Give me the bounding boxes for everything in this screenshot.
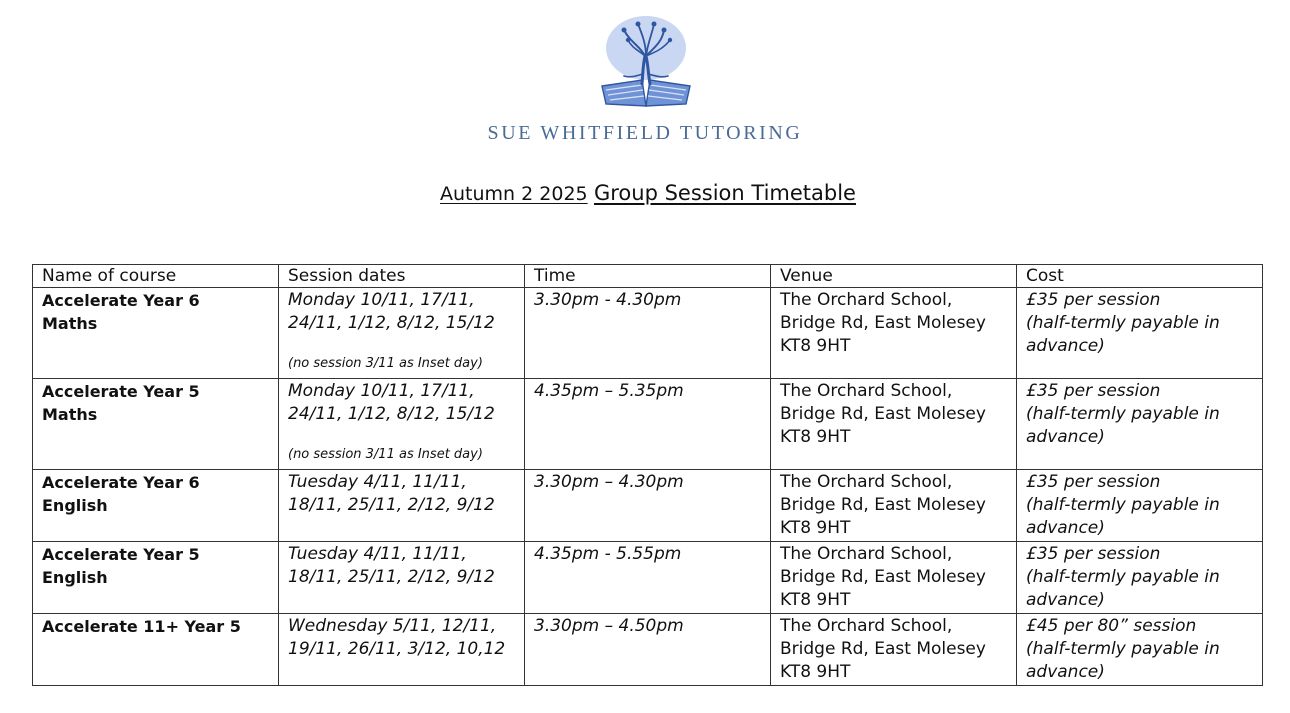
table-row xyxy=(33,542,1263,614)
title-prefix: Autumn 2 2025 xyxy=(440,183,588,205)
venue: The Orchard School, Bridge Rd, East Molesey KT8 9HT xyxy=(771,379,1017,470)
cost: £35 per session (half-termly payable in advance) xyxy=(1017,379,1263,470)
cost: £45 per 80” session (half-termly payable in advance) xyxy=(1017,614,1263,686)
session-time: 3.30pm – 4.50pm xyxy=(525,614,771,686)
course-name: Accelerate Year 5 Maths xyxy=(33,379,279,470)
course-name: Accelerate Year 6 Maths xyxy=(33,288,279,379)
venue: The Orchard School, Bridge Rd, East Molesey KT8 9HT xyxy=(771,470,1017,542)
session-dates: Tuesday 4/11, 11/11, 18/11, 25/11, 2/12, 9/12 xyxy=(279,470,525,542)
table-row xyxy=(33,470,1263,542)
session-dates-cell xyxy=(279,288,525,379)
header-course: Name of course xyxy=(33,265,279,288)
table-row xyxy=(33,379,1263,470)
session-time: 4.35pm – 5.35pm xyxy=(525,379,771,470)
session-dates: Wednesday 5/11, 12/11, 19/11, 26/11, 3/12, 10,12 xyxy=(279,614,525,686)
session-time: 3.30pm - 4.30pm xyxy=(525,288,771,379)
course-name: Accelerate Year 6 English xyxy=(33,470,279,542)
header-cost: Cost xyxy=(1017,265,1263,288)
session-note: (no session 3/11 as Inset day) xyxy=(288,447,483,462)
session-dates-cell xyxy=(279,379,525,470)
header-row xyxy=(33,265,1263,288)
course-name: Accelerate 11+ Year 5 xyxy=(33,614,279,686)
venue: The Orchard School, Bridge Rd, East Molesey KT8 9HT xyxy=(771,288,1017,379)
open-book-icon xyxy=(602,80,690,106)
session-dates: Monday 10/11, 17/11, 24/11, 1/12, 8/12, 15/12 xyxy=(288,290,495,333)
title-main: Group Session Timetable xyxy=(593,181,856,205)
cost: £35 per session (half-termly payable in advance) xyxy=(1017,470,1263,542)
header-venue: Venue xyxy=(771,265,1017,288)
brand-name: SUE WHITFIELD TUTORING xyxy=(487,122,803,144)
header-dates: Session dates xyxy=(279,265,525,288)
timetable xyxy=(32,264,1263,686)
page-title xyxy=(0,181,1290,205)
table-row xyxy=(33,288,1263,379)
header-time: Time xyxy=(525,265,771,288)
course-name: Accelerate Year 5 English xyxy=(33,542,279,614)
tree-book-logo xyxy=(590,12,700,112)
venue: The Orchard School, Bridge Rd, East Molesey KT8 9HT xyxy=(771,614,1017,686)
session-dates: Tuesday 4/11, 11/11, 18/11, 25/11, 2/12, 9/12 xyxy=(279,542,525,614)
table-row xyxy=(33,614,1263,686)
session-time: 3.30pm – 4.30pm xyxy=(525,470,771,542)
cost: £35 per session (half-termly payable in advance) xyxy=(1017,542,1263,614)
session-dates: Monday 10/11, 17/11, 24/11, 1/12, 8/12, 15/12 xyxy=(288,381,495,424)
session-time: 4.35pm - 5.55pm xyxy=(525,542,771,614)
venue: The Orchard School, Bridge Rd, East Molesey KT8 9HT xyxy=(771,542,1017,614)
cost: £35 per session (half-termly payable in advance) xyxy=(1017,288,1263,379)
session-note: (no session 3/11 as Inset day) xyxy=(288,356,483,371)
